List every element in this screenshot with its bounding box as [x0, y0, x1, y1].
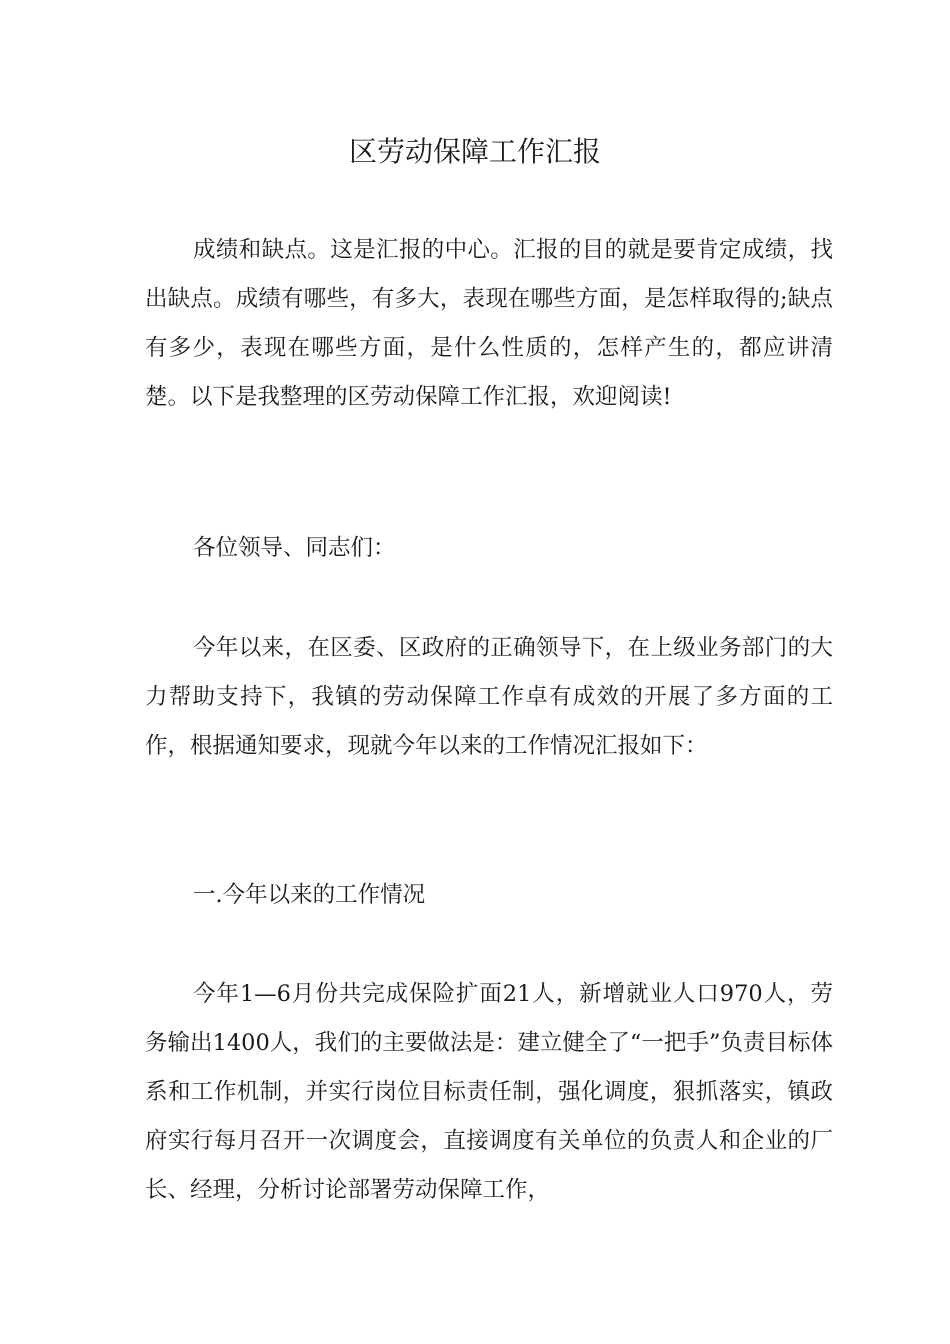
opening-paragraph: 今年以来，在区委、区政府的正确领导下，在上级业务部门的大力帮助支持下，我镇的劳动保障工作卓有成效的开展了多方面的工作，根据通知要求，现就今年以来的工作情况汇报如下： — [145, 635, 833, 759]
section-heading: 一.今年以来的工作情况 — [193, 882, 426, 908]
work-status-paragraph: 今年1—6月份共完成保险扩面21人，新增就业人口970人，劳务输出1400人，我们的主要做法是：建立健全了“一把手”负责目标体系和工作机制，并实行岗位目标责任制，强化调度，狠抓落实，镇政府实行每月召开一次调度会，直接调度有关单位的负责人和企业的厂长、经理，分析讨论部署劳动保障工作， — [145, 981, 833, 1203]
intro-paragraph: 成绩和缺点。这是汇报的中心。汇报的目的就是要肯定成绩，找出缺点。成绩有哪些，有多大，表现在哪些方面，是怎样取得的;缺点有多少，表现在哪些方面，是什么性质的，怎样产生的，都应讲清楚。以下是我整理的区劳动保障工作汇报，欢迎阅读! — [145, 237, 833, 410]
salutation-paragraph: 各位领导、同志们： — [193, 535, 396, 561]
document-title: 区劳动保障工作汇报 — [348, 135, 601, 168]
